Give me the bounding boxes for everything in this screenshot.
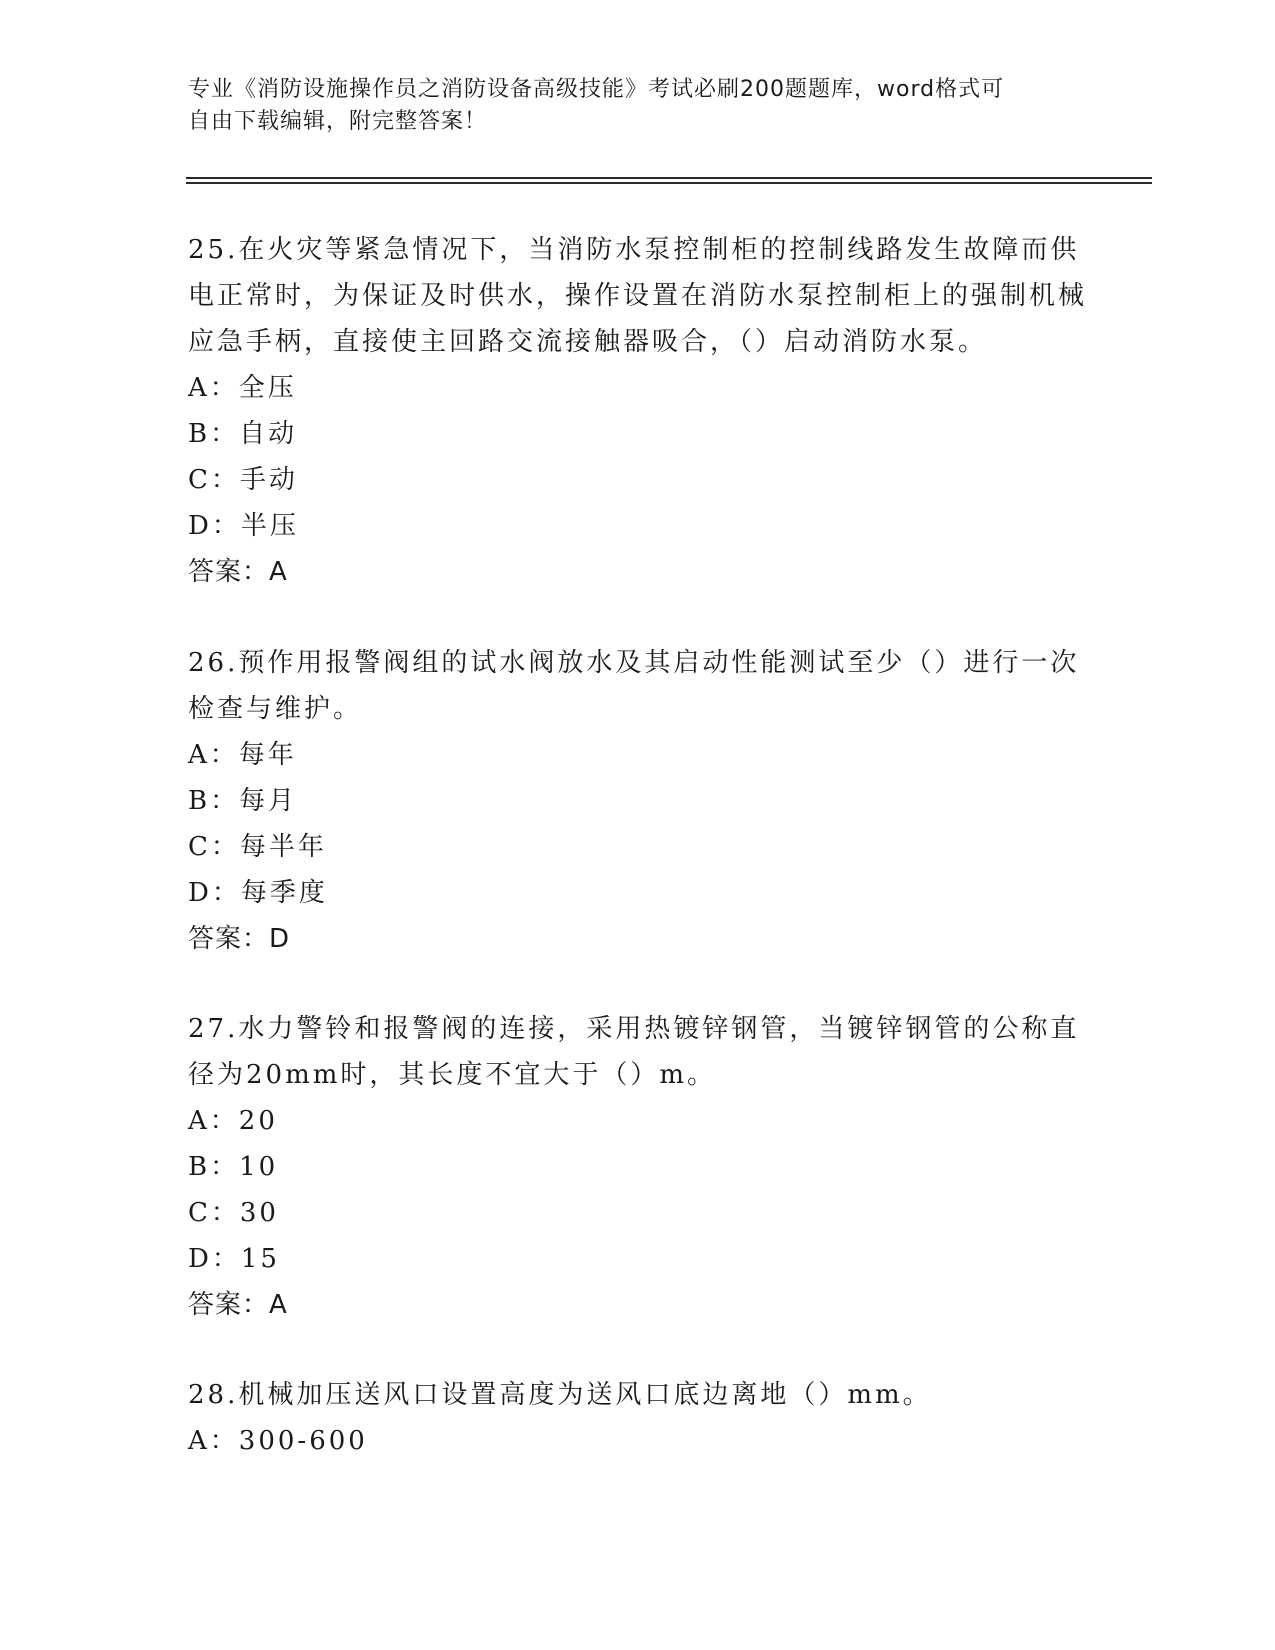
option-c: C：手动	[188, 465, 298, 495]
question-stem: 25.在火灾等紧急情况下，当消防水泵控制柜的控制线路发生故障而供电正常时，为保证及时供水，操作设置在消防水泵控制柜上的强制机械应急手柄，直接使主回路交流接触器吸合，（）启动消防水泵。	[188, 235, 1088, 357]
question-28	[188, 1372, 1088, 1464]
option-d: D：半压	[188, 511, 299, 541]
header-line-1: 专业《消防设施操作员之消防设备高级技能》考试必刷200题题库，word格式可	[188, 77, 1005, 102]
question-25	[188, 227, 1088, 595]
option-d: D：每季度	[188, 878, 328, 908]
option-d: D：15	[188, 1244, 280, 1274]
header-line-2: 自由下载编辑，附完整答案！	[188, 109, 488, 134]
answer: 答案：D	[188, 924, 291, 954]
option-b: B：10	[188, 1152, 279, 1182]
answer: 答案：A	[188, 557, 288, 587]
option-a: A：20	[188, 1106, 278, 1136]
question-stem: 26.预作用报警阀组的试水阀放水及其启动性能测试至少（）进行一次检查与维护。	[188, 648, 1080, 724]
question-27	[188, 1006, 1088, 1328]
option-c: C：30	[188, 1198, 279, 1228]
answer: 答案：A	[188, 1290, 288, 1320]
header-divider-bottom	[186, 182, 1152, 184]
option-b: B：每月	[188, 786, 298, 816]
option-a: A：每年	[188, 740, 297, 770]
option-b: B：自动	[188, 419, 298, 449]
option-a: A：全压	[188, 373, 297, 403]
question-stem: 27.水力警铃和报警阀的连接，采用热镀锌钢管，当镀锌钢管的公称直径为20mm时，其长度不宜大于（）m。	[188, 1014, 1080, 1090]
option-a: A：300-600	[188, 1426, 368, 1456]
question-stem: 28.机械加压送风口设置高度为送风口底边离地（）mm。	[188, 1380, 932, 1410]
option-c: C：每半年	[188, 832, 327, 862]
header-divider-top	[186, 177, 1152, 179]
question-26	[188, 640, 1088, 962]
document-header	[188, 74, 1088, 138]
